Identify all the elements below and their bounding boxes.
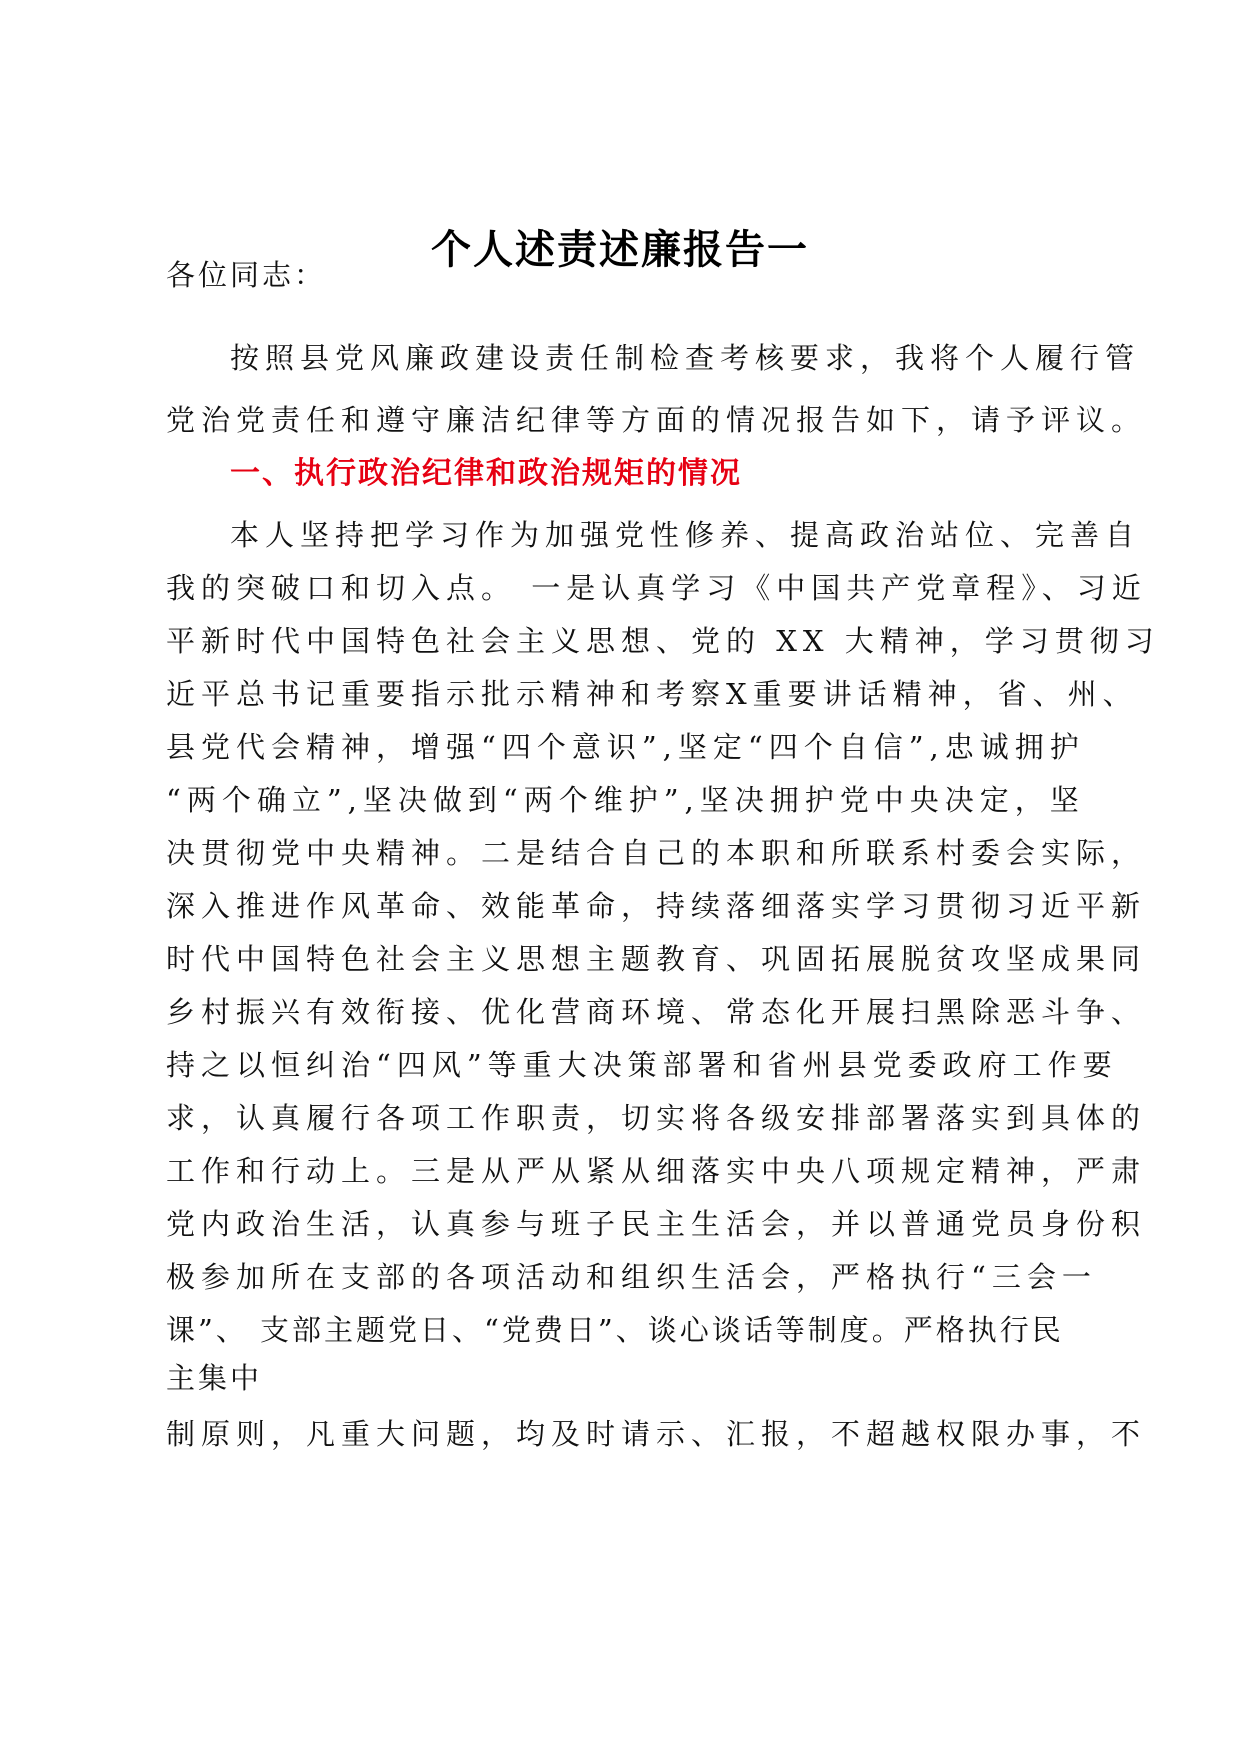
body-line: 求，认真履行各项工作职责，切实将各级安排部署落实到具体的 bbox=[166, 1101, 1147, 1135]
body-line: 课”、 支部主题党日、“党费日”、谈心谈话等制度。严格执行民 bbox=[166, 1313, 1064, 1347]
body-line: 平新时代中国特色社会主义思想、党的 XX 大精神，学习贯彻习 bbox=[166, 624, 1160, 658]
section-heading: 一、执行政治纪律和政治规矩的情况 bbox=[230, 456, 742, 491]
body-line: 主集中 bbox=[166, 1361, 263, 1395]
body-line: 极参加所在支部的各项活动和组织生活会，严格执行“三会一 bbox=[166, 1260, 1097, 1294]
body-line: 时代中国特色社会主义思想主题教育、巩固拓展脱贫攻坚成果同 bbox=[166, 942, 1147, 976]
document-title: 个人述责述廉报告一 bbox=[431, 227, 809, 273]
body-line: 深入推进作风革命、效能革命，持续落细落实学习贯彻习近平新 bbox=[166, 889, 1147, 923]
body-line: 乡村振兴有效衔接、优化营商环境、常态化开展扫黑除恶斗争、 bbox=[166, 995, 1147, 1029]
body-line: 工作和行动上。三是从严从紧从细落实中央八项规定精神，严肃 bbox=[166, 1154, 1147, 1188]
intro-line-2: 党治党责任和遵守廉洁纪律等方面的情况报告如下，请予评议。 bbox=[166, 403, 1147, 437]
body-line: 制原则，凡重大问题，均及时请示、汇报，不超越权限办事，不 bbox=[166, 1417, 1147, 1451]
body-line: 近平总书记重要指示批示精神和考察X重要讲话精神，省、州、 bbox=[166, 677, 1138, 711]
intro-line-1: 按照县党风廉政建设责任制检查考核要求，我将个人履行管 bbox=[230, 341, 1141, 375]
body-line: 决贯彻党中央精神。二是结合自己的本职和所联系村委会实际， bbox=[166, 836, 1147, 870]
body-line: 党内政治生活，认真参与班子民主生活会，并以普通党员身份积 bbox=[166, 1207, 1147, 1241]
body-line: 持之以恒纠治“四风”等重大决策部署和省州县党委政府工作要 bbox=[166, 1048, 1118, 1082]
body-line: 县党代会精神，增强“四个意识”,坚定“四个自信”,忠诚拥护 bbox=[166, 730, 1085, 764]
salutation: 各位同志： bbox=[166, 258, 327, 292]
body-line: “两个确立”,坚决做到“两个维护”,坚决拥护党中央决定，坚 bbox=[166, 783, 1085, 817]
body-line: 我的突破口和切入点。 一是认真学习《中国共产党章程》、习近 bbox=[166, 571, 1147, 605]
body-line: 本人坚持把学习作为加强党性修养、提高政治站位、完善自 bbox=[230, 518, 1141, 552]
